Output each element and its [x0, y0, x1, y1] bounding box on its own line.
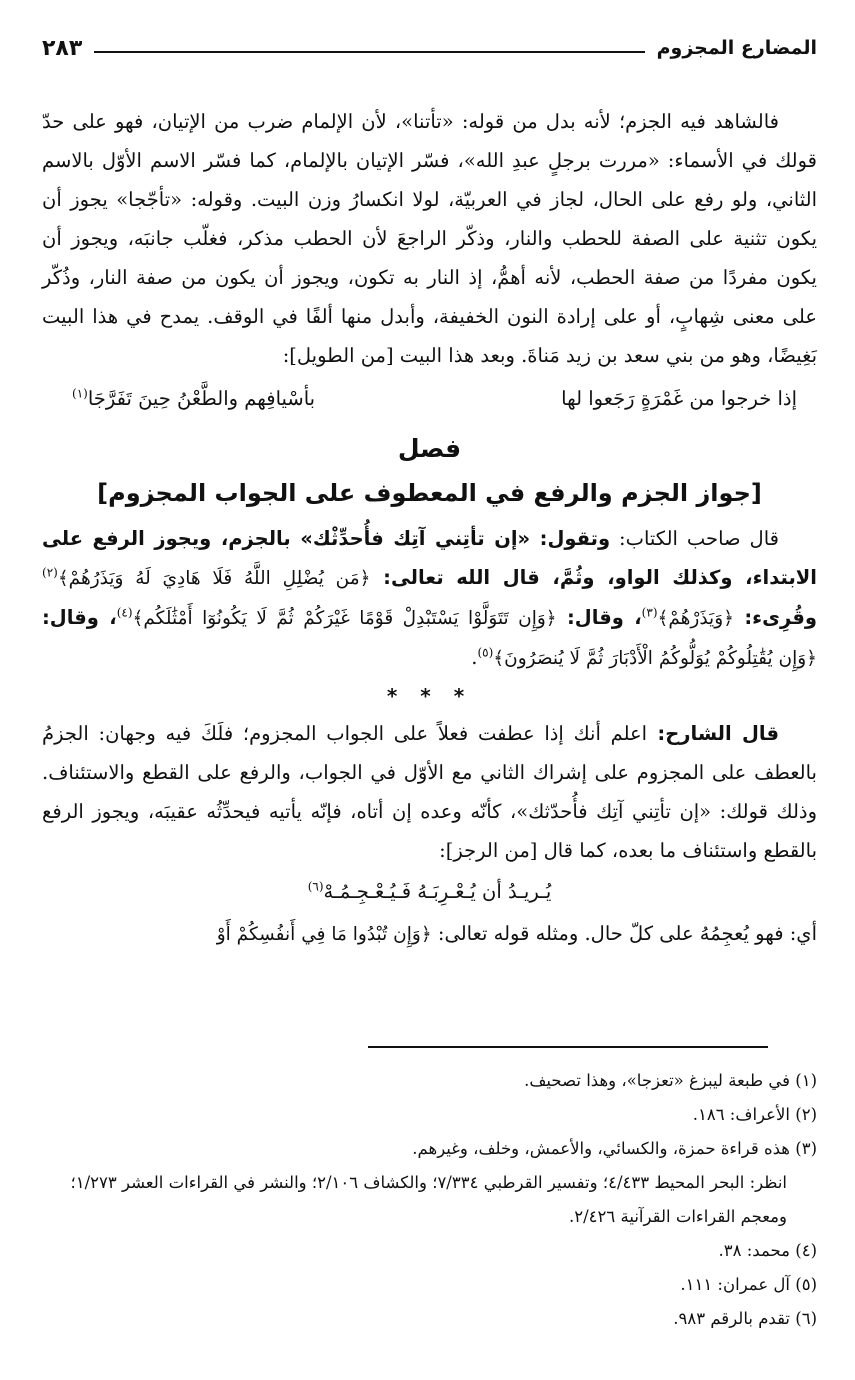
quran-verse-2: ﴿وَيَذَرْهُمْ﴾: [657, 608, 734, 629]
footnotes: [42, 1064, 817, 1336]
quran-verse-4: ﴿وَإِن يُقَٰتِلُوكُمْ يُوَلُّوكُمُ الْأَدْبَارَ ثُمَّ لَا يُنصَرُونَ﴾: [493, 648, 817, 669]
separator-stars: * * *: [386, 684, 473, 708]
footnote-5: (٥) آل عمران: ١١١.: [680, 1275, 817, 1294]
paragraph-1: فالشاهد فيه الجزم؛ لأنه بدل من قوله: «تأتنا»، لأن الإلمام ضرب من الإتيان، فهو على حدّ قولك في الأسماء: «مررت برجلٍ عبدِ الله»، فسّر الإتيان بالإلمام، كما فسّر الاسم الأوّل بالاسم الثاني، ولو رفع على الحال، لجاز في العربيّة، لولا انكسارُ وزن البيت. وقوله: «تأجّجا» يجوز أن يكون تثنية على الصفة للحطب والنار، وذكّر الراجعَ لأن الحطب مذكر، فغلّب جانبَه، ويجوز أن يكون مفردًا من صفة الحطب، لأنه أهمُّ، إذ النار به تكون، ويجوز أن يكون من صفة النار، وذُكّر على معنى شِهابٍ، أو على إرادة النون الخفيفة، وأبدل منها ألفًا في الوقف. يمدح في هذا البيت بَغِيضًا، وهو من بني سعد بن زيد مَناةَ. وبعد هذا البيت [من الطويل]:: [42, 110, 817, 367]
main-text: [42, 102, 817, 954]
verse-1-second-hemistich: بأسْيافِهم والطَّعْنُ حِينَ تَفَرَّجَا$^{(١)}$: [72, 386, 316, 410]
final-paragraph: أي: فهو يُعجِمُهُ على كلّ حال. ومثله قوله تعالى: ﴿وَإِن تُبْدُوا مَا فِي أَنفُسِكُمْ أَوْ: [216, 922, 817, 945]
book-page: [42, 28, 817, 954]
footnote-ref-5: (٥): [477, 645, 494, 660]
footnote-rule: [368, 1046, 768, 1048]
section-subtitle: [جواز الجزم والرفع في المعطوف على الجواب المجزوم]: [97, 479, 762, 507]
quran-verse-5: ﴿وَإِن تُبْدُوا مَا فِي أَنفُسِكُمْ أَوْ: [216, 924, 432, 945]
quran-verse-1: ﴿مَن يُضْلِلِ اللَّهُ فَلَا هَادِيَ لَهُ وَيَذَرُهُمْ﴾: [57, 568, 371, 589]
footnote-6: (٦) تقدم بالرقم ٩٨٣.: [673, 1309, 817, 1328]
footnote-ref-1: (١): [72, 386, 88, 401]
footnote-ref-4: (٤): [116, 605, 133, 620]
footnote-ref-3: (٣): [641, 605, 658, 620]
running-title: المضارع المجزوم: [656, 37, 817, 59]
footnote-ref-2: (٢): [42, 565, 58, 580]
sharh-paragraph: قال الشارح: اعلم أنك إذا عطفت فعلاً على الجواب المجزوم؛ فلَكَ فيه وجهان: الجزمُ بالعطف على المجزوم على إشراك الثاني مع الأوّل في الجواب، والرفع على القطع والاستئناف. وذلك قولك: «إن تأتِني آتِك فأُحدّثك»، كأنّه وعده إن أتاه، فإنّه يأتيه فيحدِّثُه عقيبَه، ويجوز الرفع بالقطع واستئناف ما بعده، كما قال [من الرجز]:: [42, 722, 817, 862]
sharh-label: قال الشارح:: [647, 722, 779, 745]
verse-2: يُـريـدُ أن يُـعْـرِبَـهُ فَـيُـعْـجِـمُـهْ$^{(٦)}$: [307, 879, 552, 903]
page-number: ٢٨٣: [42, 35, 83, 61]
matn-paragraph: قال صاحب الكتاب: وتقول: «إن تأتِني آتِك فأُحدِّثْك» بالجزم، ويجوز الرفع على الابتداء، وكذلك الواو، وثُمَّ، قال الله تعالى: ﴿مَن يُضْلِلِ اللَّهُ فَلَا هَادِيَ لَهُ وَيَذَرُهُمْ﴾$^{(٢)}$ وقُرِىء: ﴿وَيَذَرْهُمْ﴾$^{(٣)}$، وقال: ﴿وَإِن تَتَوَلَّوْا يَسْتَبْدِلْ قَوْمًا غَيْرَكُمْ ثُمَّ لَا يَكُونُوٓا أَمْثَٰلَكُم﴾$^{(٤)}$، وقال: ﴿وَإِن يُقَٰتِلُوكُمْ يُوَلُّوكُمُ الْأَدْبَارَ ثُمَّ لَا يُنصَرُونَ﴾$^{(٥)}$.: [42, 527, 817, 669]
footnote-1: (١) في طبعة ليبزغ «تعزجا»، وهذا تصحيف.: [524, 1071, 817, 1090]
verse-1: [72, 379, 797, 419]
footnote-2: (٢) الأعراف: ١٨٦.: [692, 1105, 817, 1124]
footnote-3-continuation: انظر: البحر المحيط ٤/٤٣٣؛ وتفسير القرطبي ٧/٣٣٤؛ والكشاف ٢/١٠٦؛ والنشر في القراءات العشر ١/٢٧٣؛ ومعجم القراءات القرآنية ٢/٤٢٦.: [70, 1173, 787, 1226]
footnote-4: (٤) محمد: ٣٨.: [718, 1241, 817, 1260]
quran-verse-3: ﴿وَإِن تَتَوَلَّوْا يَسْتَبْدِلْ قَوْمًا غَيْرَكُمْ ثُمَّ لَا يَكُونُوٓا أَمْثَٰلَكُم﴾: [132, 608, 557, 629]
section-title: فصل: [397, 434, 462, 463]
header-rule: [94, 51, 644, 53]
page-header: [42, 28, 817, 68]
verse-1-first-hemistich: إذا خرجوا من غَمْرَةٍ رَجَعوا لها: [561, 387, 797, 410]
footnote-ref-6: (٦): [307, 879, 324, 894]
footnote-3: (٣) هذه قراءة حمزة، والكسائي، والأعمش، وخلف، وغيرهم.: [412, 1139, 817, 1158]
